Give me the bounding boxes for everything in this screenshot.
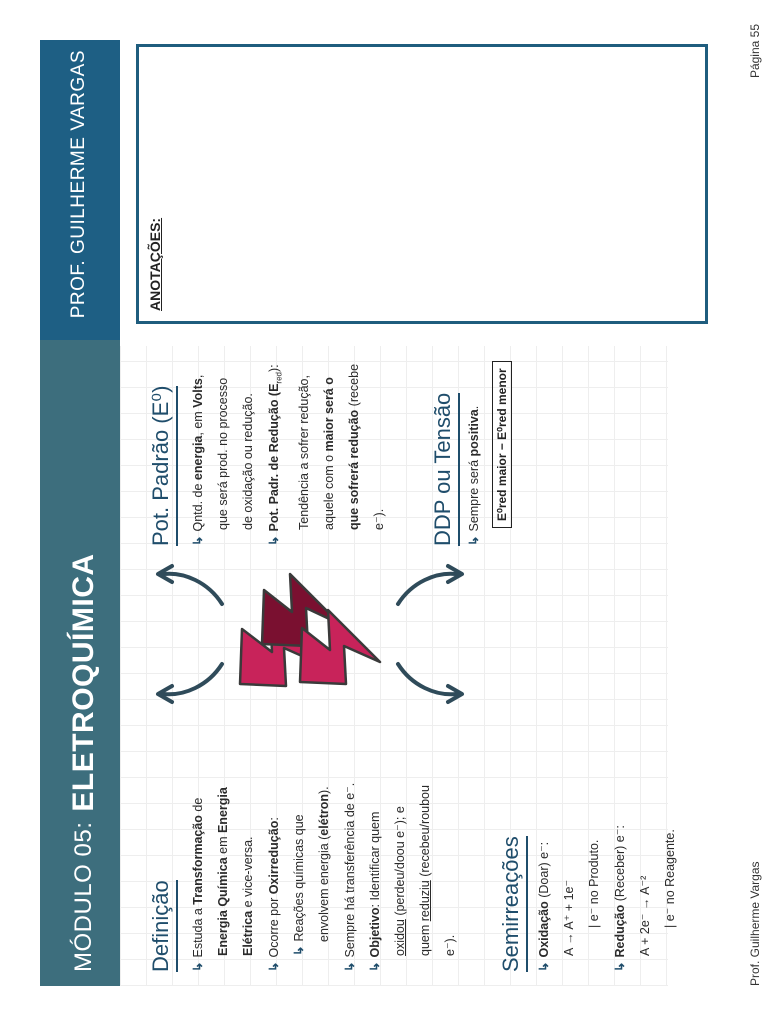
professor-label: PROF. GUILHERME VARGAS <box>68 50 89 319</box>
footer-page-number: Página 55 <box>748 24 762 79</box>
definicao-bullet-2: ↳Ocorre por Oxirredução: ↳Reações químicas que envolvem energia (elétron). <box>267 786 331 972</box>
module-name: ELETROQUÍMICA <box>67 553 100 812</box>
section-title-semirreacoes: Semirreações <box>498 836 528 972</box>
module-label: MÓDULO 05: <box>70 821 97 972</box>
page-title <box>54 553 114 972</box>
definicao-bullet-4: ↳Objetivo: Identificar quem oxidou (perdeu/doou e⁻); e quem reduziu (recebeu/roubou e⁻). <box>368 785 457 972</box>
ddp-bullet-1: ↳Sempre será positiva. <box>467 405 481 546</box>
semirreacoes-oxidacao: ↳Oxidação (Doar) e⁻: A → A⁺ + 1e⁻ | e⁻ no Produto. <box>537 839 601 972</box>
ddp-formula-box: E⁰red maior − E⁰red menor <box>492 361 512 528</box>
semirreacoes-reducao: ↳Redução (Receber) e⁻: A + 2e⁻ → A⁻² | e⁻ no Reagente. <box>613 825 677 972</box>
definicao-bullet-1: ↳Estuda a Transformação de Energia Química em Energia Elétrica e vice-versa. <box>191 787 255 972</box>
section-title-ddp: DDP ou Tensão <box>430 393 460 546</box>
section-title-pot-padrao: Pot. Padrão (E⁰) <box>148 386 178 546</box>
pot-padrao-bullet-2: ↳Pot. Padr. de Redução $(E_{red})$: Tendência a sofrer redução, aquele com o maior será o que sofrerá redução (recebe e⁻). <box>267 363 386 546</box>
arrow-to-definicao-icon <box>164 664 222 694</box>
arrow-to-pot-padrao-icon <box>164 574 222 604</box>
definicao-bullet-3: ↳Sempre há transferência de e⁻. <box>343 782 357 972</box>
lightning-bolt-icon <box>300 610 380 684</box>
arrow-to-semirreacoes-icon <box>398 664 456 694</box>
center-graphic <box>150 544 470 724</box>
notes-title: ANOTAÇÕES: <box>147 217 163 311</box>
arrow-to-ddp-icon <box>398 574 456 604</box>
footer-author: Prof. Guilherme Vargas <box>748 861 762 986</box>
notes-panel <box>136 44 708 324</box>
section-title-definicao: Definição <box>148 880 178 972</box>
pot-padrao-bullet-1: ↳Qntd. de energia, em Volts, que será prod. no processo de oxidação ou redução. <box>191 374 255 546</box>
